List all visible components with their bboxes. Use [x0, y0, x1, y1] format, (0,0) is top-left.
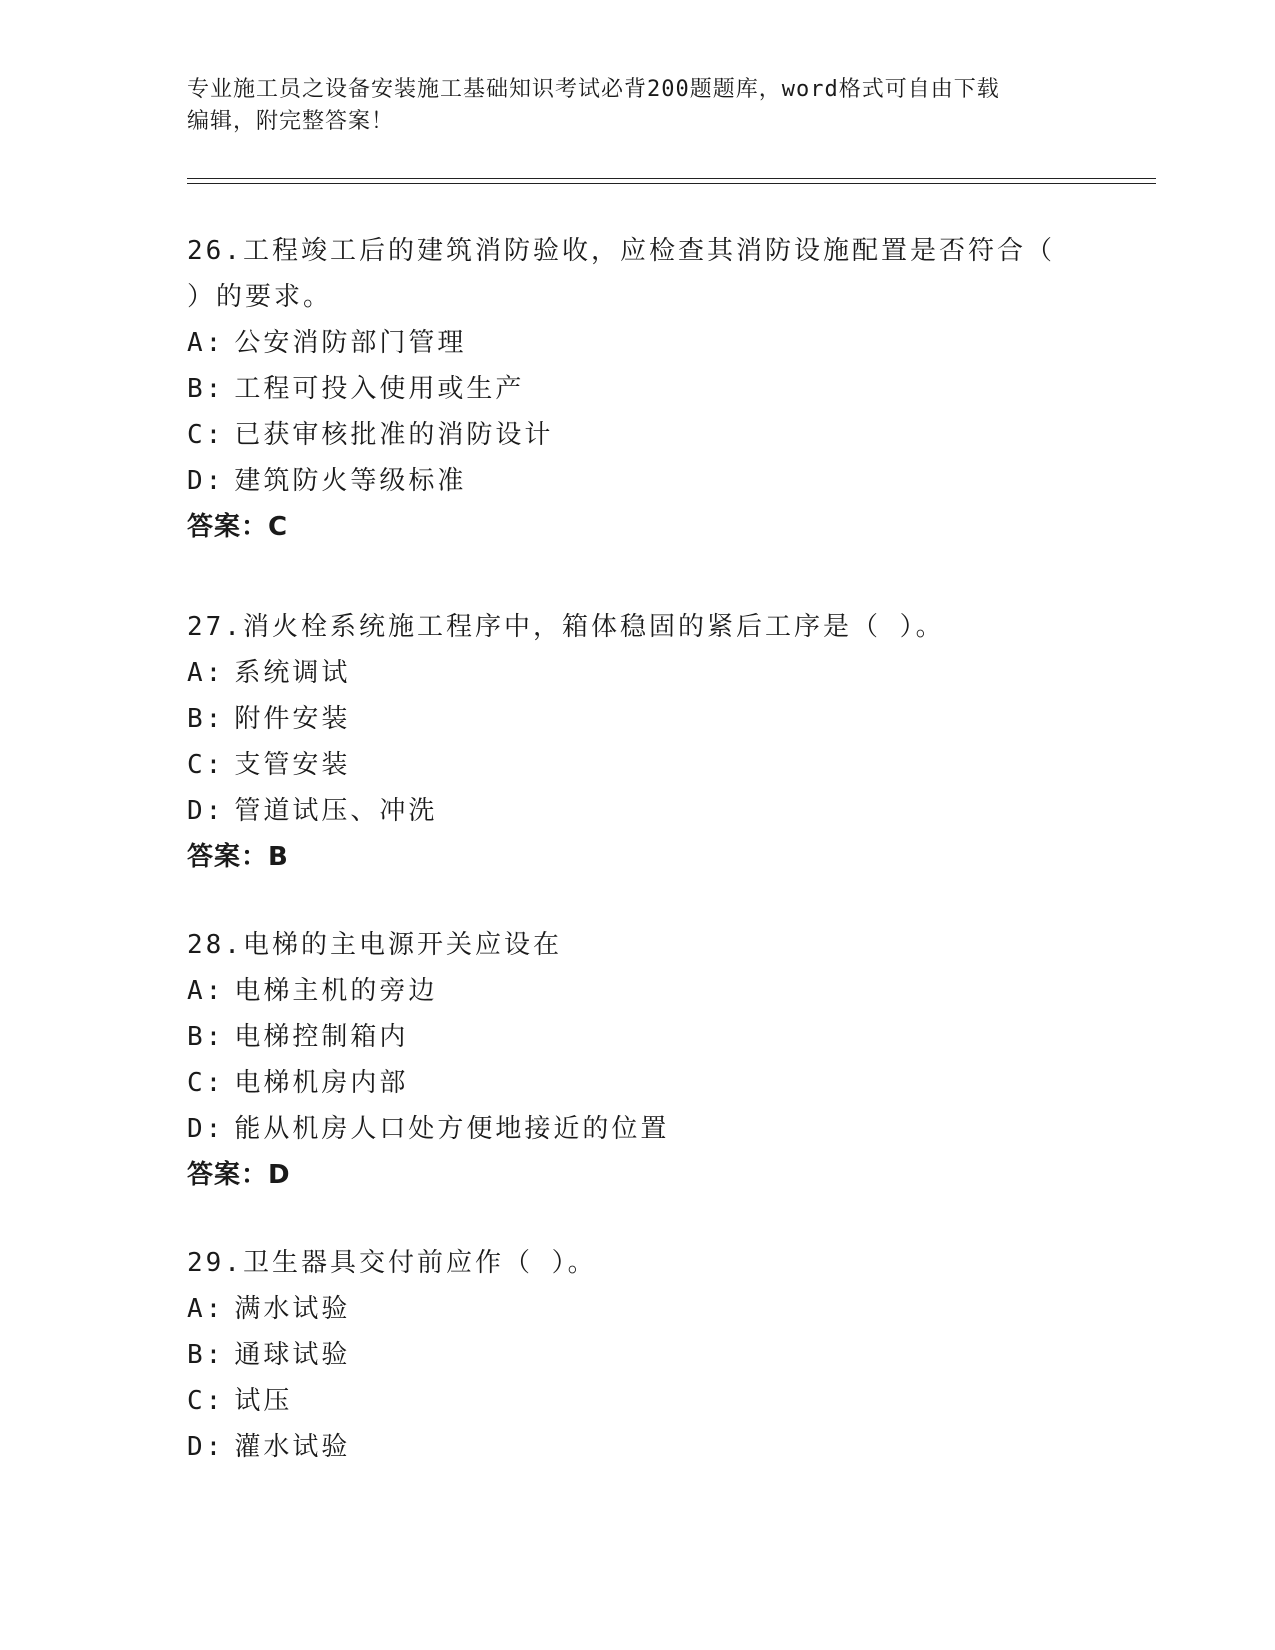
option-text: 已获审核批准的消防设计 [234, 420, 554, 450]
option-text: 公安消防部门管理 [234, 328, 467, 358]
option-letter: B: [187, 704, 225, 734]
question-28 [187, 922, 1087, 1198]
option-letter: C: [187, 1068, 225, 1098]
header-divider-top [187, 178, 1156, 179]
option-c [187, 1378, 1087, 1424]
option-a [187, 320, 1087, 366]
option-letter: D: [187, 1432, 225, 1462]
question-stem-line: 29.卫生器具交付前应作（ ）。 [187, 1248, 597, 1278]
document-header [187, 74, 1087, 138]
option-b [187, 1332, 1087, 1378]
header-divider-bottom [187, 183, 1156, 184]
option-text: 试压 [234, 1386, 293, 1416]
option-a [187, 1286, 1087, 1332]
option-text: 电梯主机的旁边 [234, 976, 438, 1006]
option-a [187, 968, 1087, 1014]
option-b [187, 696, 1087, 742]
option-letter: C: [187, 420, 225, 450]
question-stem-line: 26.工程竣工后的建筑消防验收，应检查其消防设施配置是否符合（ [187, 236, 1055, 266]
option-text: 支管安装 [234, 750, 351, 780]
option-a [187, 650, 1087, 696]
option-text: 管道试压、冲洗 [234, 796, 438, 826]
answer-label: 答案：C [187, 512, 289, 542]
header-line-2: 编辑，附完整答案！ [187, 109, 395, 134]
question-stem-line: 27.消火栓系统施工程序中，箱体稳固的紧后工序是（ ）。 [187, 612, 945, 642]
question-29 [187, 1240, 1087, 1470]
option-letter: B: [187, 1022, 225, 1052]
answer-label: 答案：D [187, 1160, 291, 1190]
option-letter: A: [187, 1294, 225, 1324]
option-letter: B: [187, 374, 225, 404]
option-b [187, 366, 1087, 412]
option-text: 满水试验 [234, 1294, 351, 1324]
question-stem-line: 28.电梯的主电源开关应设在 [187, 930, 562, 960]
option-letter: D: [187, 466, 225, 496]
answer-label: 答案：B [187, 842, 289, 872]
question-stem-line: ）的要求。 [187, 282, 333, 312]
option-text: 灌水试验 [234, 1432, 351, 1462]
option-text: 建筑防火等级标准 [234, 466, 467, 496]
option-letter: A: [187, 658, 225, 688]
option-text: 系统调试 [234, 658, 351, 688]
option-c [187, 742, 1087, 788]
option-text: 电梯机房内部 [234, 1068, 409, 1098]
option-c [187, 412, 1087, 458]
question-27 [187, 604, 1087, 880]
option-text: 工程可投入使用或生产 [234, 374, 525, 404]
option-letter: C: [187, 750, 225, 780]
option-d [187, 1106, 1087, 1152]
option-d [187, 1424, 1087, 1470]
option-text: 附件安装 [234, 704, 351, 734]
option-letter: A: [187, 976, 225, 1006]
option-c [187, 1060, 1087, 1106]
option-d [187, 458, 1087, 504]
option-d [187, 788, 1087, 834]
option-text: 能从机房人口处方便地接近的位置 [234, 1114, 670, 1144]
question-26 [187, 228, 1087, 550]
option-letter: A: [187, 328, 225, 358]
option-letter: D: [187, 796, 225, 826]
option-b [187, 1014, 1087, 1060]
option-letter: D: [187, 1114, 225, 1144]
option-letter: C: [187, 1386, 225, 1416]
option-text: 通球试验 [234, 1340, 351, 1370]
header-line-1: 专业施工员之设备安装施工基础知识考试必背200题题库，word格式可自由下载 [187, 77, 1000, 102]
option-text: 电梯控制箱内 [234, 1022, 409, 1052]
option-letter: B: [187, 1340, 225, 1370]
